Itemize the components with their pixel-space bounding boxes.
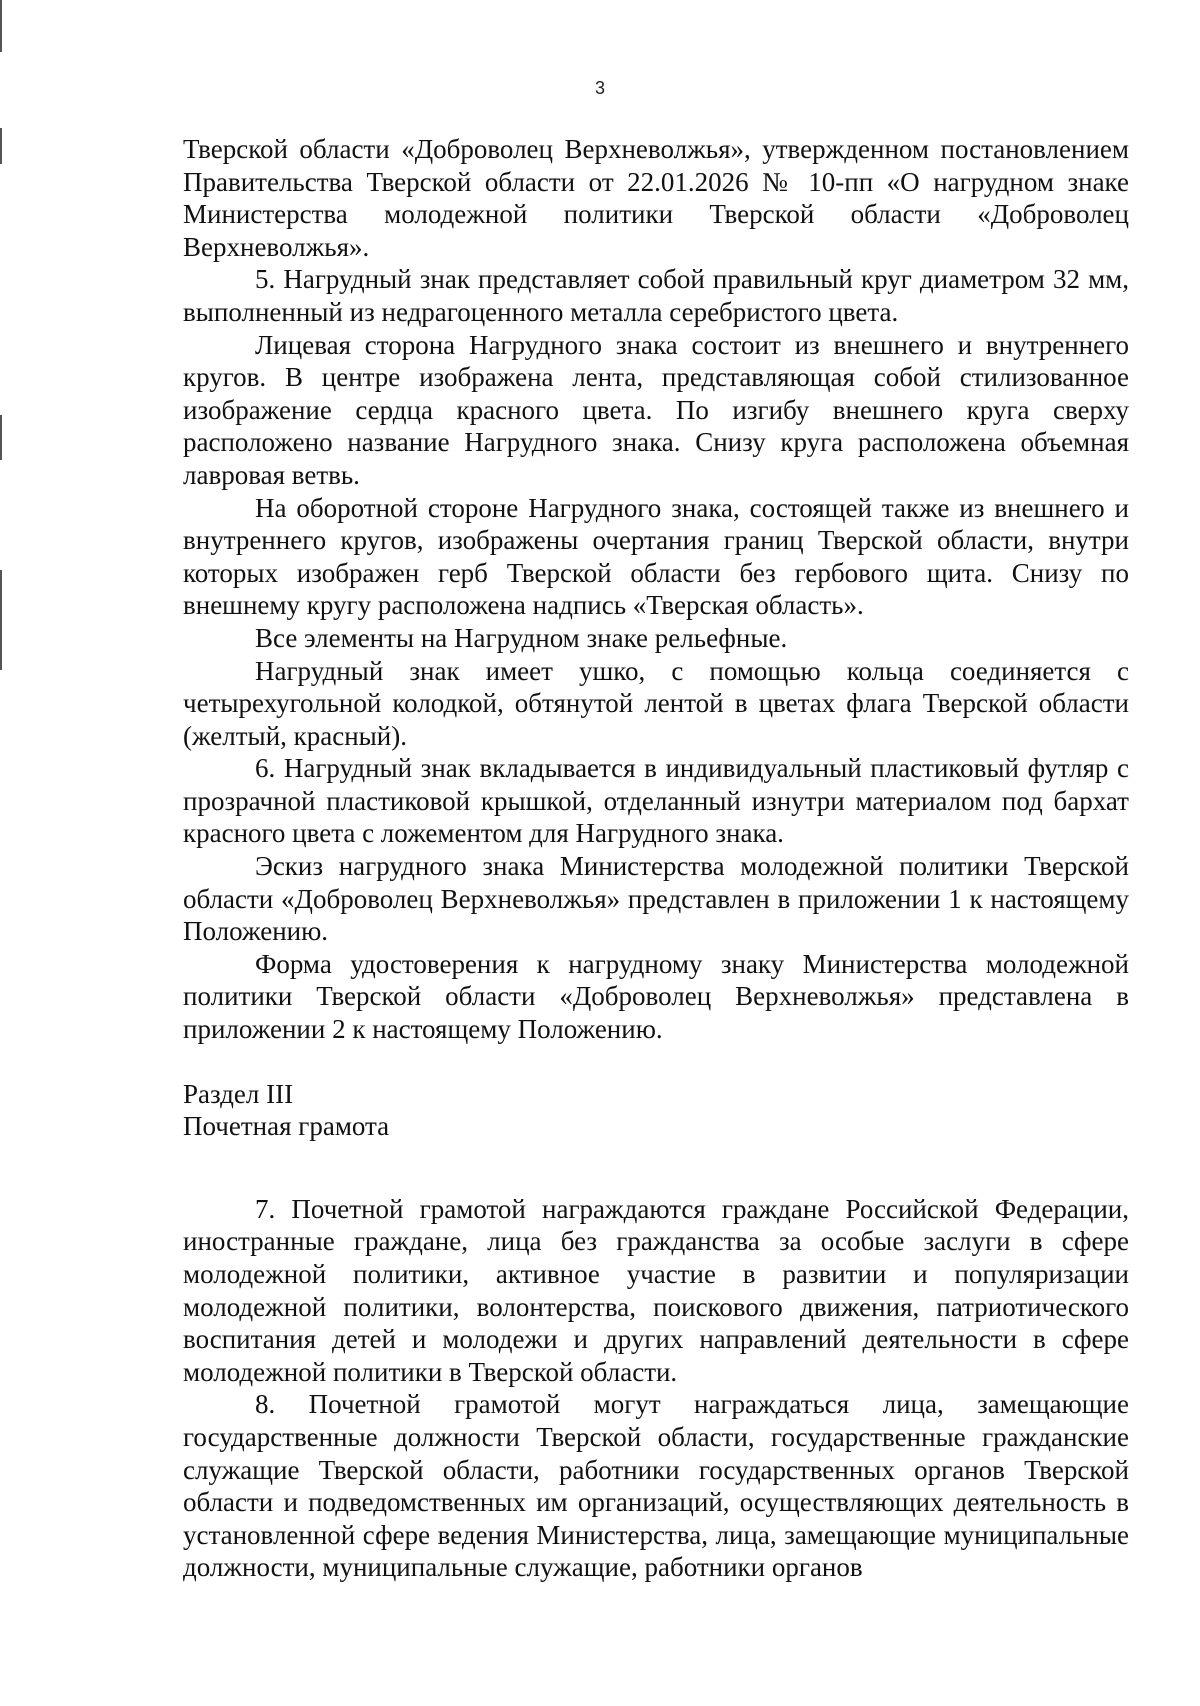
paragraph-continuation: Тверской области «Доброволец Верхневолжья», утвержденном постановлением Правительства Тверской области от 22.01.2026 № 10-пп «О нагрудном знаке Министерства молодежной политики Тверской области «Доброволец Верхневолжья». xyxy=(183,134,1129,262)
paragraph-certificate-form: Форма удостоверения к нагрудному знаку Министерства молодежной политики Тверской области «Доброволец Верхневолжья» представлена в приложении 2 к настоящему Положению. xyxy=(183,948,1129,1045)
document-body xyxy=(183,133,1129,1584)
paragraph-sketch-appendix: Эскиз нагрудного знака Министерства молодежной политики Тверской области «Доброволец Верхневолжья» представлен в приложении 1 к настоящему Положению. xyxy=(183,851,1129,947)
section-number: Раздел III xyxy=(183,1078,294,1109)
section-spacer xyxy=(183,1143,1129,1193)
paragraph-item-7: 7. Почетной грамотой награждаются граждане Российской Федерации, иностранные граждане, лица без гражданства за особые заслуги в сфере молодежной политики, активное участие в развитии и популяризации молодежной политики, волонтерства, поискового движения, патриотического воспитания детей и молодежи и других направлений деятельности в сфере молодежной политики в Тверской области. xyxy=(183,1193,1129,1387)
section-title: Почетная грамота xyxy=(183,1111,390,1142)
scan-edge-mark xyxy=(0,128,2,164)
scan-edge-mark xyxy=(0,0,2,52)
section-spacer xyxy=(183,1046,1129,1078)
paragraph-front-side: Лицевая сторона Нагрудного знака состоит из внешнего и внутреннего кругов. В центре изображена лента, представляющая собой стилизованное изображение сердца красного цвета. По изгибу внешнего круга сверху расположено название Нагрудного знака. Снизу круга расположена объемная лавровая ветвь. xyxy=(183,329,1129,490)
scan-edge-mark xyxy=(0,415,2,460)
paragraph-item-6: 6. Нагрудный знак вкладывается в индивидуальный пластиковый футляр с прозрачной пластиковой крышкой, отделанный изнутри материалом под бархат красного цвета с ложементом для Нагрудного знака. xyxy=(183,753,1129,849)
paragraph-item-8: 8. Почетной грамотой могут награждаться лица, замещающие государственные должности Тверской области, государственные гражданские служащие Тверской области, работники государственных органов Тверской области и подведомственных им организаций, осуществляющих деятельность в установленной сфере ведения Министерства, лица, замещающие муниципальные должности, муниципальные служащие, работники органов xyxy=(183,1389,1129,1583)
paragraph-relief: Все элементы на Нагрудном знаке рельефные. xyxy=(255,622,788,653)
page-number: 3 xyxy=(594,78,605,98)
scan-edge-mark xyxy=(0,570,2,670)
paragraph-item-5: 5. Нагрудный знак представляет собой правильный круг диаметром 32 мм, выполненный из недрагоценного металла серебристого цвета. xyxy=(183,264,1129,327)
paragraph-ear-ring: Нагрудный знак имеет ушко, с помощью кольца соединяется с четырехугольной колодкой, обтянутой лентой в цветах флага Тверской области (желтый, красный). xyxy=(183,655,1129,751)
paragraph-reverse-side: На оборотной стороне Нагрудного знака, состоящей также из внешнего и внутреннего кругов, изображены очертания границ Тверской области, внутри которых изображен герб Тверской области без гербового щита. Снизу по внешнему кругу расположена надпись «Тверская область». xyxy=(183,492,1129,621)
